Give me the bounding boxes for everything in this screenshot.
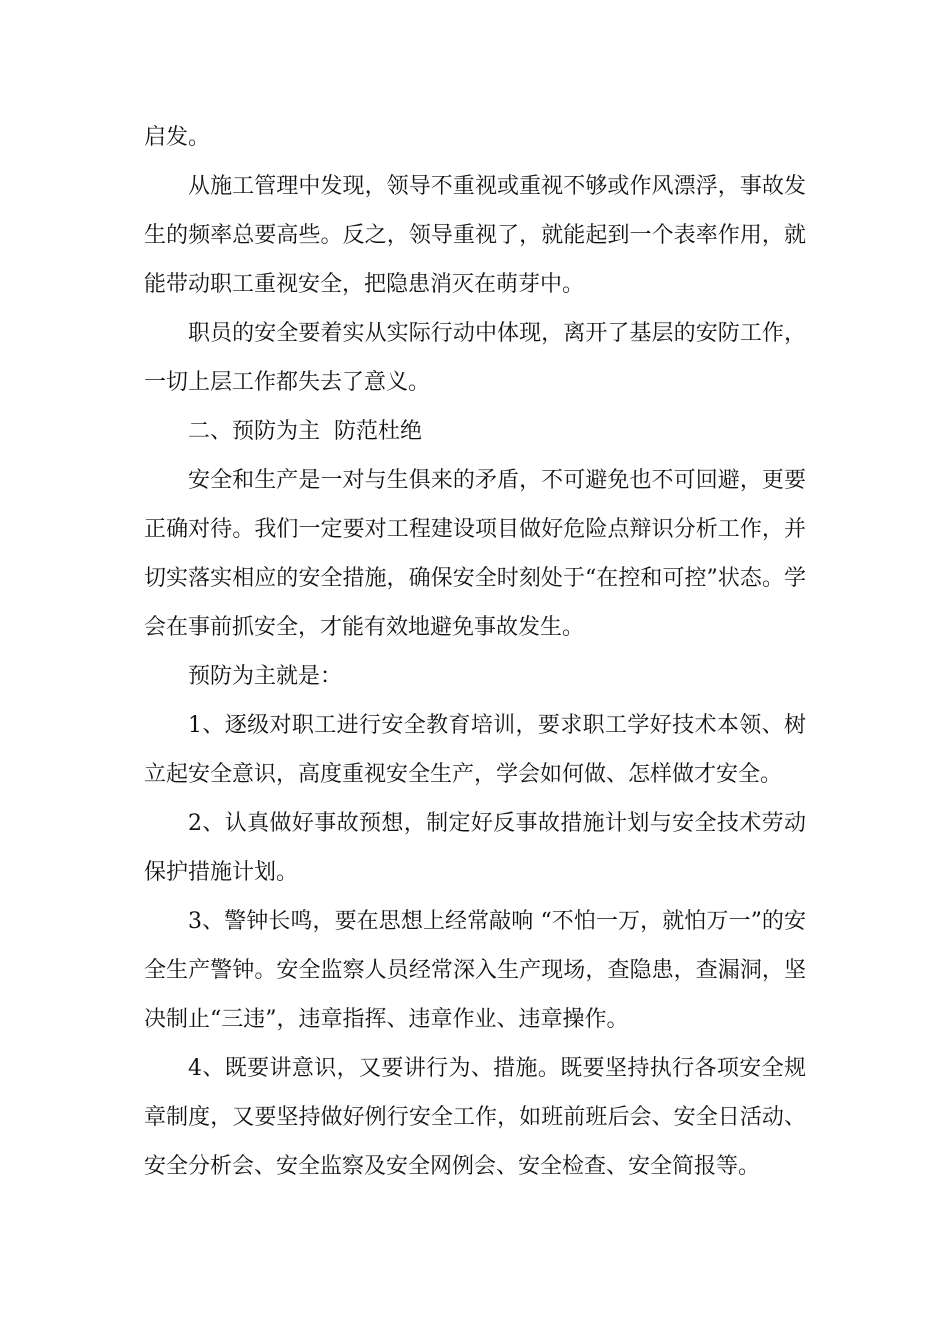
paragraph-leadership: 从施工管理中发现，领导不重视或重视不够或作风漂浮，事故发生的频率总要高些。反之，领导重视了，就能起到一个表率作用，就能带动职工重视安全，把隐患消灭在萌芽中。: [144, 174, 806, 297]
document-body: [144, 113, 806, 1191]
list-item-4: 4、既要讲意识，又要讲行为、措施。既要坚持执行各项安全规章制度，又要坚持做好例行安全工作，如班前班后会、安全日活动、安全分析会、安全监察及安全网例会、安全检查、安全简报等。: [144, 1056, 806, 1179]
paragraph-safety-production: 安全和生产是一对与生俱来的矛盾，不可避免也不可回避，更要正确对待。我们一定要对工程建设项目做好危险点辩识分析工作，并切实落实相应的安全措施，确保安全时刻处于“在控和可控”状态。学会在事前抓安全，才能有效地避免事故发生。: [144, 468, 806, 640]
paragraph-continuation: 启发。: [144, 125, 211, 150]
list-item-3: 3、警钟长鸣，要在思想上经常敲响 “不怕一万，就怕万一”的安全生产警钟。安全监察人员经常深入生产现场，查隐患，查漏洞，坚决制止“三违”，违章指挥、违章作业、违章操作。: [144, 909, 806, 1032]
paragraph-staff-safety: 职员的安全要着实从实际行动中体现，离开了基层的安防工作，一切上层工作都失去了意义。: [144, 321, 806, 395]
list-item-1: 1、逐级对职工进行安全教育培训，要求职工学好技术本领、树立起安全意识，高度重视安全生产，学会如何做、怎样做才安全。: [144, 713, 806, 787]
paragraph-prevention-intro: 预防为主就是：: [188, 664, 343, 689]
list-item-2: 2、认真做好事故预想，制定好反事故措施计划与安全技术劳动保护措施计划。: [144, 811, 806, 885]
section-heading-prevention: 二、预防为主 防范杜绝: [188, 419, 422, 444]
